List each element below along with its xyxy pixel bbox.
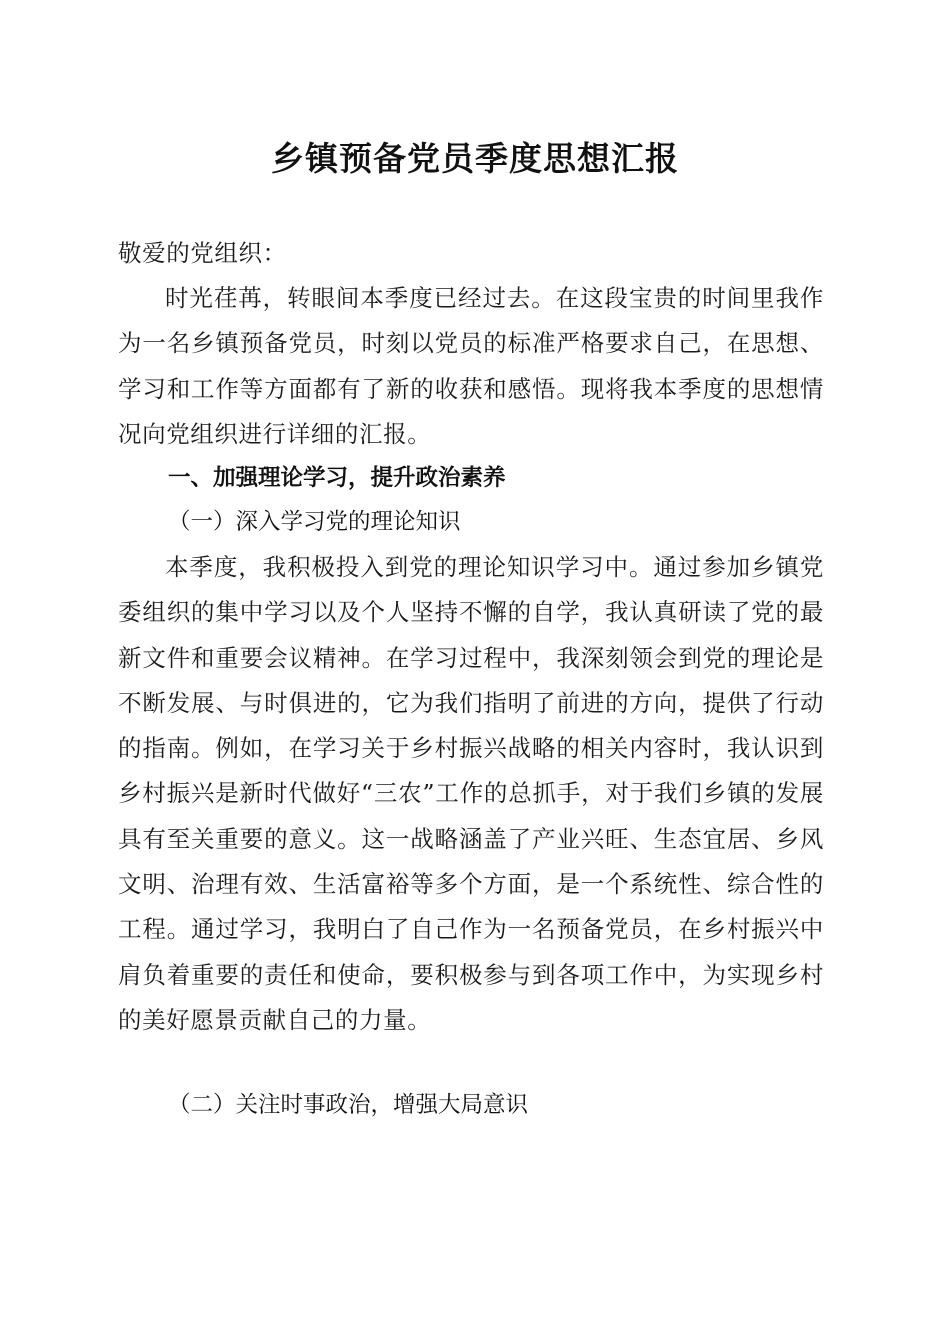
salutation: 敬爱的党组织： bbox=[118, 239, 287, 267]
subsection-heading-2: （二）关注时事政治，增强大局意识 bbox=[168, 1092, 529, 1118]
subsection-heading-1: （一）深入学习党的理论知识 bbox=[168, 509, 461, 535]
subsection-paragraph-1: 本季度，我积极投入到党的理论知识学习中。通过参加乡镇党委组织的集中学习以及个人坚持不懈的自学，我认真研读了党的最新文件和重要会议精神。在学习过程中，我深刻领会到党的理论是不断发展、与时俱进的，它为我们指明了前进的方向，提供了行动的指南。例如，在学习关于乡村振兴战略的相关内容时，我认识到乡村振兴是新时代做好“三农”工作的总抓手，对于我们乡镇的发展具有至关重要的意义。这一战略涵盖了产业兴旺、生态宜居、乡风文明、治理有效、生活富裕等多个方面，是一个系统性、综合性的工程。通过学习，我明白了自己作为一名预备党员，在乡村振兴中肩负着重要的责任和使命，要积极参与到各项工作中，为实现乡村的美好愿景贡献自己的力量。 bbox=[118, 553, 824, 1034]
intro-paragraph: 时光荏苒，转眼间本季度已经过去。在这段宝贵的时间里我作为一名乡镇预备党员，时刻以党员的标准严格要求自己，在思想、学习和工作等方面都有了新的收获和感悟。现将我本季度的思想情况向党组织进行详细的汇报。 bbox=[118, 284, 824, 448]
section-heading-1: 一、加强理论学习，提升政治素养 bbox=[168, 465, 506, 491]
document-title: 乡镇预备党员季度思想汇报 bbox=[271, 139, 679, 178]
